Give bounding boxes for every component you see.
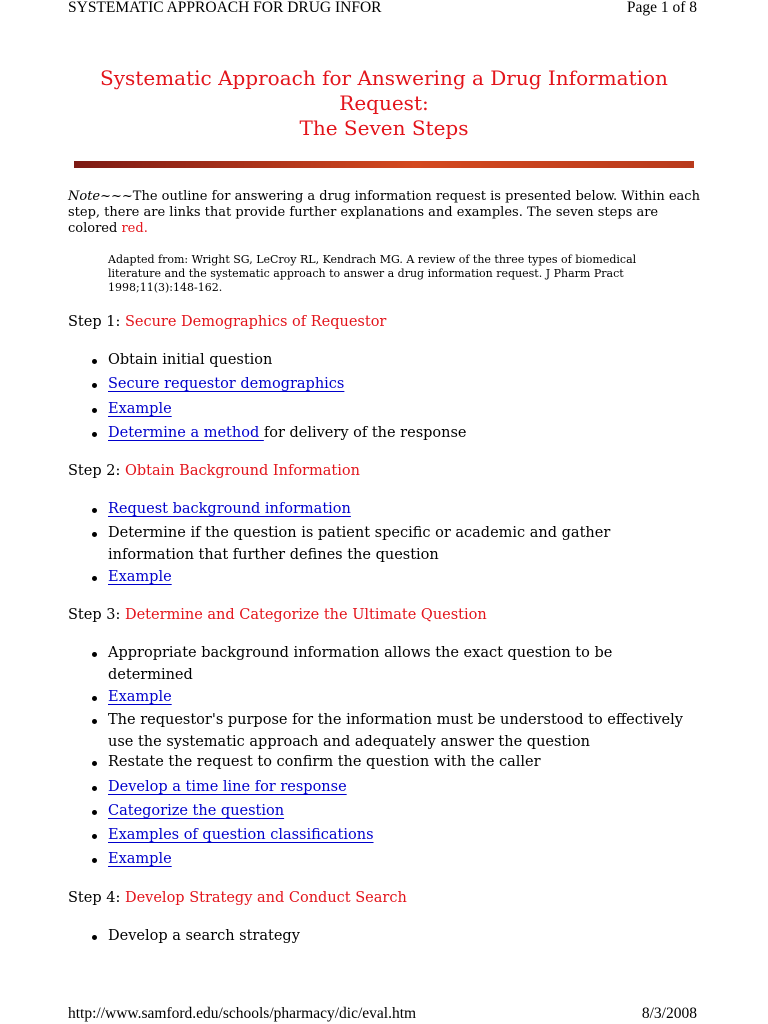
step-number: Step 2: <box>68 463 121 479</box>
determine-method-link[interactable]: Determine a method <box>108 425 264 441</box>
list-item-text-continued: determined <box>108 667 193 683</box>
citation-line-3: 1998;11(3):148-162. <box>108 281 223 294</box>
bullet-icon <box>92 508 97 513</box>
bullet-icon <box>92 359 97 364</box>
intro-note-line-2: step, there are links that provide further explanations and examples. The seven steps are <box>68 205 659 220</box>
print-header-page-number: Page 1 of 8 <box>626 0 697 16</box>
step-heading <box>68 605 487 625</box>
step-title: Obtain Background Information <box>124 463 360 479</box>
list-item-text <box>108 777 347 797</box>
step-number: Step 1: <box>68 314 121 330</box>
citation-line-1: Adapted from: Wright SG, LeCroy RL, Kendrach MG. A review of the three types of biomedical <box>108 253 637 266</box>
example-link[interactable]: Example <box>108 689 172 705</box>
step-number: Step 3: <box>68 607 121 623</box>
secure-requestor-demographics-link[interactable]: Secure requestor demographics <box>108 376 345 392</box>
page-title-line-1: Systematic Approach for Answering a Drug Information <box>100 66 668 90</box>
bullet-icon <box>92 719 97 724</box>
bullet-icon <box>92 935 97 940</box>
step-title: Develop Strategy and Conduct Search <box>124 890 407 906</box>
list-item-text <box>108 423 467 443</box>
citation-line-2: literature and the systematic approach to answer a drug information request. J Pharm Pract <box>108 267 624 280</box>
page-title-line-2: Request: <box>339 91 429 115</box>
list-item-text <box>108 567 172 587</box>
page-subtitle: The Seven Steps <box>299 116 469 140</box>
intro-note-line-1 <box>68 189 700 205</box>
question-classification-examples-link[interactable]: Examples of question classifications <box>108 827 374 843</box>
list-item-text: Obtain initial question <box>108 352 273 368</box>
note-label: Note <box>68 189 101 204</box>
step-number: Step 4: <box>68 890 121 906</box>
step-heading <box>68 888 407 908</box>
categorize-question-link[interactable]: Categorize the question <box>108 803 285 819</box>
bullet-icon <box>92 432 97 437</box>
list-item-text: The requestor's purpose for the information must be understood to effectively <box>108 712 683 728</box>
request-background-information-link[interactable]: Request background information <box>108 501 351 517</box>
note-text: colored <box>68 221 122 236</box>
list-item-text <box>108 499 351 519</box>
bullet-icon <box>92 696 97 701</box>
list-item-text: Appropriate background information allows the exact question to be <box>108 645 613 661</box>
list-item-text: Determine if the question is patient specific or academic and gather <box>108 525 611 541</box>
bullet-icon <box>92 834 97 839</box>
bullet-icon <box>92 858 97 863</box>
list-item-text: Develop a search strategy <box>108 928 300 944</box>
list-item-text-continued: information that further defines the question <box>108 547 439 563</box>
list-item-text <box>108 374 344 394</box>
print-footer-url: http://www.samford.edu/schools/pharmacy/dic/eval.htm <box>68 1005 417 1022</box>
example-link[interactable]: Example <box>108 851 172 867</box>
intro-note-line-3 <box>68 221 148 237</box>
list-item-text <box>108 801 284 821</box>
list-item-text: Restate the request to confirm the question with the caller <box>108 754 541 770</box>
list-item-text-continued: use the systematic approach and adequately answer the question <box>108 734 590 750</box>
step-title: Determine and Categorize the Ultimate Question <box>124 607 487 623</box>
bullet-icon <box>92 532 97 537</box>
bullet-icon <box>92 383 97 388</box>
list-item-text <box>108 399 172 419</box>
bullet-icon <box>92 576 97 581</box>
bullet-icon <box>92 810 97 815</box>
list-item-suffix: for delivery of the response <box>263 425 467 441</box>
list-item-text <box>108 687 172 707</box>
bullet-icon <box>92 786 97 791</box>
develop-time-line-link[interactable]: Develop a time line for response <box>108 779 347 795</box>
bullet-icon <box>92 761 97 766</box>
list-item-text <box>108 825 374 845</box>
step-title: Secure Demographics of Requestor <box>124 314 387 330</box>
bullet-icon <box>92 408 97 413</box>
step-heading <box>68 461 360 481</box>
print-header-title: SYSTEMATIC APPROACH FOR DRUG INFOR <box>68 0 382 16</box>
list-item-text <box>108 849 172 869</box>
example-link[interactable]: Example <box>108 401 172 417</box>
example-link[interactable]: Example <box>108 569 172 585</box>
bullet-icon <box>92 652 97 657</box>
step-heading <box>68 312 386 332</box>
decorative-divider <box>74 161 694 168</box>
note-text: ~~~The outline for answering a drug information request is presented below. Within each <box>100 189 700 204</box>
print-footer-date: 8/3/2008 <box>641 1005 697 1022</box>
note-red-word: red. <box>121 221 148 236</box>
